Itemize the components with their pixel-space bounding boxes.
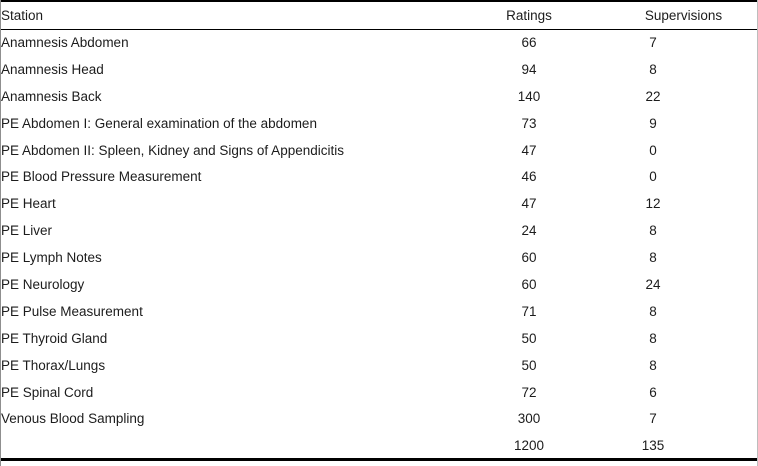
table-row	[1, 56, 758, 83]
cell-station: Anamnesis Back	[1, 88, 102, 104]
cell-supervisions: 12	[645, 196, 661, 212]
cell-station: PE Lymph Notes	[1, 250, 102, 266]
cell-ratings: 1200	[513, 437, 545, 453]
cell-ratings: 24	[521, 223, 537, 239]
cell-ratings: 72	[521, 384, 537, 400]
cell-supervisions: 8	[649, 330, 657, 346]
cell-spacer	[697, 379, 758, 406]
cell-station: PE Thyroid Gland	[1, 330, 108, 346]
cell-spacer	[697, 298, 758, 325]
cell-supervisions: 9	[649, 115, 657, 131]
cell-supervisions: 24	[645, 276, 661, 292]
totals-row	[1, 432, 758, 459]
cell-ratings: 140	[517, 88, 541, 104]
cell-station: PE Neurology	[1, 276, 85, 292]
cell-spacer	[697, 244, 758, 271]
cell-station	[1, 432, 449, 459]
cell-spacer	[697, 352, 758, 379]
table-row	[1, 163, 758, 190]
cell-station: PE Blood Pressure Measurement	[1, 169, 202, 185]
table-row	[1, 110, 758, 137]
cell-spacer	[697, 271, 758, 298]
cell-spacer	[697, 110, 758, 137]
cell-spacer	[697, 29, 758, 56]
cell-ratings: 300	[517, 411, 541, 427]
table-row	[1, 352, 758, 379]
cell-station: PE Spinal Cord	[1, 384, 94, 400]
table-row	[1, 29, 758, 56]
cell-station: PE Thorax/Lungs	[1, 357, 106, 373]
cell-spacer	[697, 83, 758, 110]
cell-supervisions: 8	[649, 61, 657, 77]
cell-supervisions: 0	[649, 169, 657, 185]
header-row	[1, 1, 758, 29]
cell-spacer	[697, 405, 758, 432]
table-body	[1, 29, 758, 459]
stations-table	[1, 0, 758, 461]
cell-spacer	[697, 137, 758, 164]
cell-spacer	[697, 325, 758, 352]
cell-station: PE Pulse Measurement	[1, 303, 143, 319]
cell-spacer	[697, 217, 758, 244]
cell-supervisions: 8	[649, 303, 657, 319]
cell-ratings: 66	[521, 35, 537, 51]
cell-ratings: 46	[521, 169, 537, 185]
table-row	[1, 325, 758, 352]
table-row	[1, 271, 758, 298]
cell-station: Venous Blood Sampling	[1, 411, 145, 427]
cell-station: PE Abdomen II: Spleen, Kidney and Signs of Appendicitis	[1, 142, 344, 158]
column-header-supervisions: Supervisions	[609, 1, 758, 29]
cell-station: Anamnesis Head	[1, 61, 104, 77]
table-row	[1, 83, 758, 110]
cell-station: PE Liver	[1, 223, 53, 239]
table-row	[1, 217, 758, 244]
cell-spacer	[697, 56, 758, 83]
table-row	[1, 137, 758, 164]
cell-ratings: 60	[521, 276, 537, 292]
cell-ratings: 60	[521, 250, 537, 266]
table-row	[1, 244, 758, 271]
cell-supervisions: 0	[649, 142, 657, 158]
column-header-ratings: Ratings	[449, 1, 609, 29]
cell-ratings: 50	[521, 357, 537, 373]
table-header	[1, 1, 758, 29]
cell-spacer	[697, 163, 758, 190]
cell-supervisions: 8	[649, 250, 657, 266]
table-row	[1, 298, 758, 325]
cell-spacer	[697, 190, 758, 217]
cell-ratings: 71	[521, 303, 537, 319]
cell-supervisions: 135	[641, 437, 665, 453]
column-header-station: Station	[1, 1, 449, 29]
cell-station: PE Abdomen I: General examination of the abdomen	[1, 115, 317, 131]
cell-ratings: 47	[521, 196, 537, 212]
table-row	[1, 379, 758, 406]
cell-station: PE Heart	[1, 196, 56, 212]
cell-spacer	[697, 432, 758, 459]
cell-ratings: 73	[521, 115, 537, 131]
cell-station: Anamnesis Abdomen	[1, 35, 129, 51]
cell-supervisions: 7	[649, 35, 657, 51]
table-row	[1, 405, 758, 432]
cell-ratings: 47	[521, 142, 537, 158]
cell-supervisions: 22	[645, 88, 661, 104]
cell-supervisions: 6	[649, 384, 657, 400]
table-row	[1, 190, 758, 217]
cell-supervisions: 7	[649, 411, 657, 427]
cell-ratings: 50	[521, 330, 537, 346]
cell-ratings: 94	[521, 61, 537, 77]
cell-supervisions: 8	[649, 357, 657, 373]
cell-supervisions: 8	[649, 223, 657, 239]
